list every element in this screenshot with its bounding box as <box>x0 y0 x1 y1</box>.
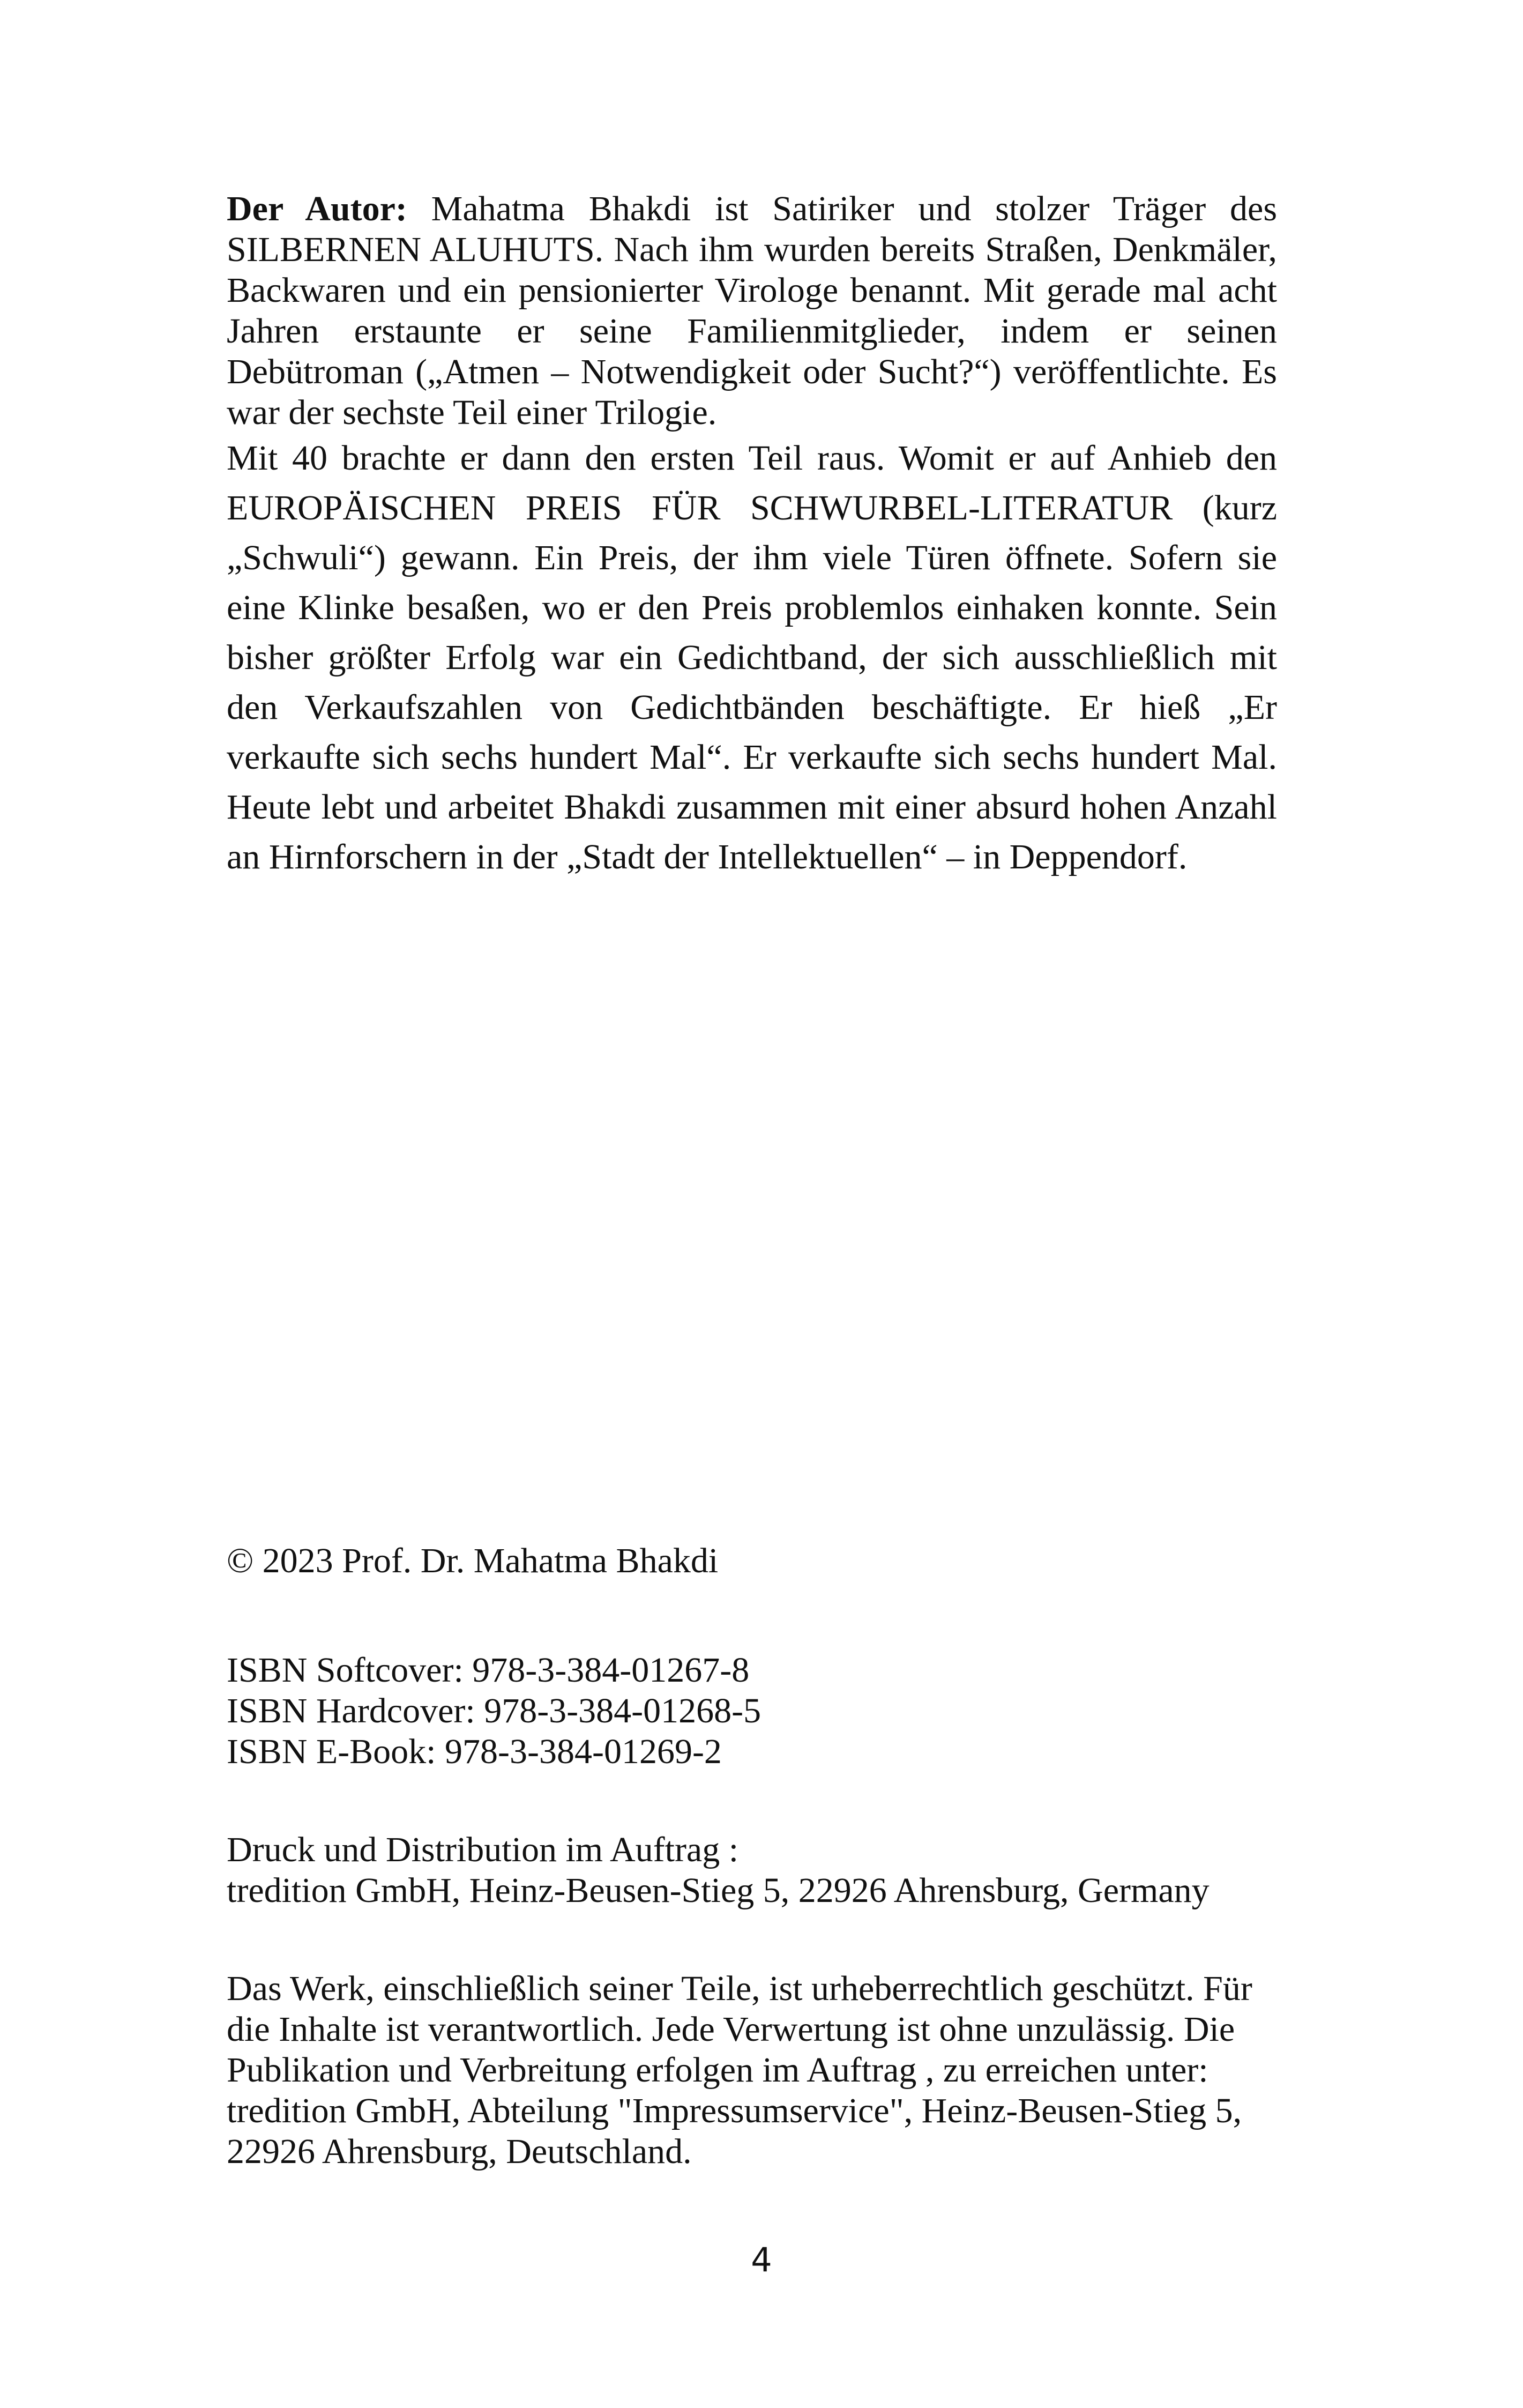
legal-notice <box>227 1968 1277 2172</box>
author-bio-paragraph-1 <box>227 189 1277 433</box>
legal-line-3: Publikation und Verbreitung erfolgen im Auftrag , zu erreichen unter: <box>227 2050 1208 2090</box>
distribution-info <box>227 1830 1298 1911</box>
distribution-line-2: tredition GmbH, Heinz-Beusen-Stieg 5, 22926 Ahrensburg, Germany <box>227 1871 1210 1910</box>
legal-line-5: 22926 Ahrensburg, Deutschland. <box>227 2132 692 2171</box>
legal-line-4: tredition GmbH, Abteilung "Impressumservice", Heinz-Beusen-Stieg 5, <box>227 2091 1242 2130</box>
author-bio <box>227 189 1277 882</box>
isbn-ebook: ISBN E-Book: 978-3-384-01269-2 <box>227 1732 722 1771</box>
isbn-list <box>227 1650 1298 1772</box>
distribution-line-1: Druck und Distribution im Auftrag : <box>227 1830 739 1869</box>
page-number: 4 <box>751 2240 772 2279</box>
legal-line-1: Das Werk, einschließlich seiner Teile, ist urheberrechtlich geschützt. Für <box>227 1969 1252 2008</box>
isbn-hardcover: ISBN Hardcover: 978-3-384-01268-5 <box>227 1691 762 1730</box>
author-bio-text-1: Mahatma Bhakdi ist Satiriker und stolzer Träger des SILBERNEN ALUHUTS. Nach ihm wurden bereits Straßen, Denkmäler, Backwaren und ein pensionierter Virologe benannt. Mit gerade mal acht Jahren erstaunte er seine Familienmitglieder, indem er seinen Debütroman („Atmen – Notwendigkeit oder Sucht?“) veröffentlichte. Es war der sechste Teil einer Trilogie. <box>227 189 1278 432</box>
legal-line-2: die Inhalte ist verantwortlich. Jede Verwertung ist ohne unzulässig. Die <box>227 2010 1235 2049</box>
copyright-notice: © 2023 Prof. Dr. Mahatma Bhakdi <box>227 1541 719 1580</box>
author-bio-paragraph-2: Mit 40 brachte er dann den ersten Teil raus. Womit er auf Anhieb den EUROPÄISCHEN PREIS FÜR SCHWURBEL-LITERATUR (kurz „Schwuli“) gewann. Ein Preis, der ihm viele Türen öffnete. Sofern sie eine Klinke besaßen, wo er den Preis problemlos einhaken konnte. Sein bisher größter Erfolg war ein Gedichtband, der sich ausschließlich mit den Verkaufszahlen von Gedichtbänden beschäftigte. Er hieß „Er verkaufte sich sechs hundert Mal“. Er verkaufte sich sechs hundert Mal. Heute lebt und arbeitet Bhakdi zusammen mit einer absurd hohen Anzahl an Hirnforschern in der „Stadt der Intellektuellen“ – in Deppendorf. <box>227 439 1277 876</box>
isbn-softcover: ISBN Softcover: 978-3-384-01267-8 <box>227 1651 750 1690</box>
author-bio-lead: Der Autor: <box>227 189 407 228</box>
